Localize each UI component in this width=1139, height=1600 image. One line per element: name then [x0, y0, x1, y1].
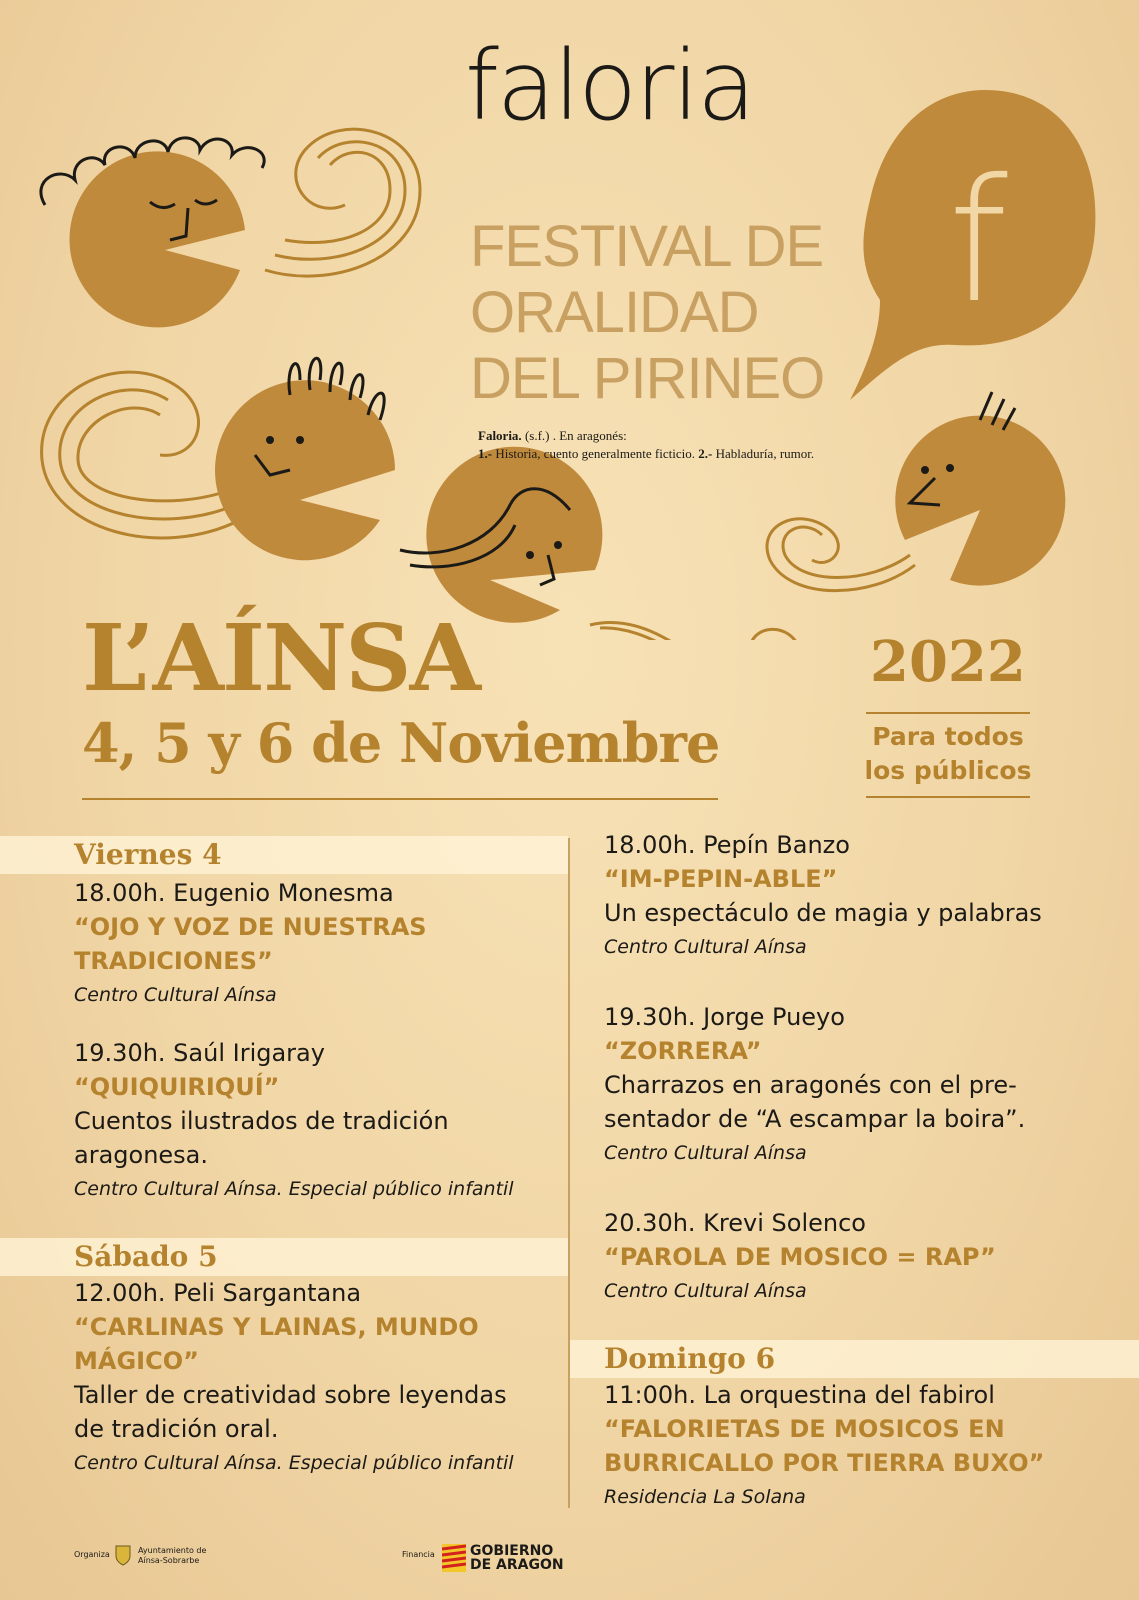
event-time-artist: 19.30h. Saúl Irigaray: [74, 1039, 325, 1067]
wave-icon: [265, 129, 420, 276]
event-show-title: “PAROLA DE MOSICO = RAP”: [604, 1243, 996, 1271]
program-event: [604, 1206, 996, 1306]
event-time-artist: 11:00h. La orquestina del fabirol: [604, 1381, 995, 1409]
event-time-artist: 18.00h. Eugenio Monesma: [74, 879, 394, 907]
event-show-title: “ZORRERA”: [604, 1037, 762, 1065]
event-description: Charrazos en aragonés con el pre-: [604, 1071, 1017, 1099]
definition-1-text: Historia, cuento generalmente ficticio.: [492, 446, 699, 461]
event-dates: 4, 5 y 6 de Noviembre: [82, 711, 720, 775]
event-show-title: MÁGICO”: [74, 1347, 199, 1375]
face-spiky-icon: [215, 358, 395, 560]
event-time-artist: 12.00h. Peli Sargantana: [74, 1279, 362, 1307]
event-description: Cuentos ilustrados de tradición: [74, 1107, 449, 1135]
event-venue: Centro Cultural Aínsa: [74, 984, 277, 1006]
definition-2-text: Habladuría, rumor.: [712, 446, 815, 461]
wave-left-icon: [42, 372, 240, 538]
event-description: aragonesa.: [74, 1141, 209, 1169]
program-event: [604, 1000, 1025, 1168]
event-show-title: TRADICIONES”: [74, 947, 273, 975]
event-venue: Residencia La Solana: [604, 1486, 806, 1508]
face-curly-icon: [41, 138, 264, 328]
event-time-artist: 20.30h. Krevi Solenco: [604, 1209, 866, 1237]
definition-term: Faloria.: [478, 428, 522, 443]
program-event: [74, 1036, 514, 1204]
definition-line2: [478, 446, 814, 462]
wave-right-icon: [767, 519, 915, 591]
ayuntamiento-crest-icon: [114, 1544, 132, 1566]
year-divider-top: [866, 712, 1030, 714]
audience-label: [856, 720, 1040, 788]
event-show-title: BURRICALLO POR TIERRA BUXO”: [604, 1449, 1045, 1477]
definition-rest: (s.f.) . En aragonés:: [521, 428, 627, 443]
program-event: [604, 828, 1042, 962]
ayuntamiento-line2: Aínsa-Sobrarbe: [138, 1556, 200, 1565]
bubble-letter: f: [948, 143, 1008, 341]
day-heading-sabado: Sábado 5: [74, 1240, 218, 1273]
event-venue: Centro Cultural Aínsa: [604, 936, 807, 958]
program-event: [74, 876, 427, 1010]
event-description: Taller de creatividad sobre leyendas: [74, 1381, 507, 1409]
event-description: de tradición oral.: [74, 1415, 279, 1443]
face-hair-icon: [400, 447, 602, 623]
event-venue: Centro Cultural Aínsa: [604, 1280, 807, 1302]
day-heading-domingo: Domingo 6: [604, 1342, 776, 1375]
gobierno-line1: GOBIERNO: [470, 1543, 554, 1559]
year-divider-bottom: [866, 796, 1030, 798]
event-description: sentador de “A escampar la boira”.: [604, 1105, 1026, 1133]
event-place: L’AÍNSA: [82, 604, 479, 712]
wave-center-icon: [590, 622, 802, 640]
face-right-icon: [895, 392, 1065, 586]
festival-title-line1: FESTIVAL DE: [470, 214, 824, 279]
definition-1-num: 1.-: [478, 446, 493, 461]
event-show-title: “QUIQUIRIQUÍ”: [74, 1073, 280, 1101]
event-year: 2022: [870, 629, 1026, 695]
audience-line2: los públicos: [864, 756, 1032, 785]
column-separator: [568, 838, 570, 1508]
day-heading-viernes: Viernes 4: [74, 838, 222, 871]
festival-title-line2: ORALIDAD: [470, 280, 759, 345]
event-show-title: “FALORIETAS DE MOSICOS EN: [604, 1415, 1005, 1443]
event-time-artist: 18.00h. Pepín Banzo: [604, 831, 850, 859]
event-description: Un espectáculo de magia y palabras: [604, 899, 1042, 927]
ayuntamiento-label: [138, 1546, 206, 1566]
financia-label: Financia: [402, 1550, 435, 1559]
brand-logo: faloria: [465, 30, 754, 142]
gobierno-line2: DE ARAGON: [470, 1557, 564, 1573]
definition-2-num: 2.-: [698, 446, 713, 461]
event-show-title: “CARLINAS Y LAINAS, MUNDO: [74, 1313, 479, 1341]
dates-divider: [82, 798, 718, 800]
event-venue: Centro Cultural Aínsa. Especial público infantil: [74, 1178, 514, 1200]
gobierno-aragon-logo-icon: [442, 1544, 466, 1572]
event-show-title: “OJO Y VOZ DE NUESTRAS: [74, 913, 427, 941]
audience-line1: Para todos: [872, 722, 1024, 751]
organiza-label: Organiza: [74, 1550, 110, 1559]
program-event: [604, 1378, 1044, 1512]
festival-title-line3: DEL PIRINEO: [470, 346, 825, 411]
ayuntamiento-line1: Ayuntamiento de: [138, 1546, 207, 1555]
program-event: [74, 1276, 514, 1478]
definition-line1: [478, 428, 627, 444]
event-time-artist: 19.30h. Jorge Pueyo: [604, 1003, 845, 1031]
gobierno-aragon-label: [470, 1544, 564, 1572]
speech-bubble-icon: [850, 90, 1095, 400]
event-venue: Centro Cultural Aínsa: [604, 1142, 807, 1164]
event-venue: Centro Cultural Aínsa. Especial público infantil: [74, 1452, 514, 1474]
event-show-title: “IM-PEPIN-ABLE”: [604, 865, 838, 893]
